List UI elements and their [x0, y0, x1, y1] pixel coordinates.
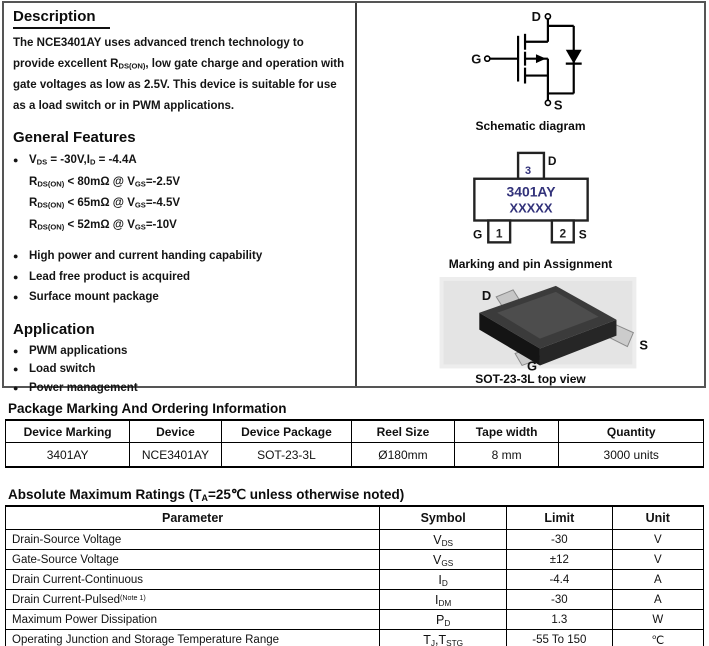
features-bullet-list: [13, 246, 347, 308]
top-info-box: [2, 1, 706, 394]
ordering-section-title: Package Marking And Ordering Information: [8, 401, 287, 416]
text-column: [4, 3, 357, 394]
mosfet-schematic-icon: [426, 6, 636, 117]
body-diode-icon: [565, 50, 581, 64]
bullet-icon: ●: [13, 251, 19, 261]
bullet-icon: ●: [13, 382, 19, 393]
limit-cell: 1.3: [507, 610, 612, 630]
col-header: Tape width: [454, 420, 559, 443]
symbol-cell: $I_D$: [380, 570, 507, 590]
device-marking-cell: 3401AY: [6, 443, 130, 468]
unit-cell: V: [612, 530, 703, 550]
limit-cell: -55 To 150: [507, 630, 612, 646]
unit-cell: W: [612, 610, 703, 630]
col-header: Reel Size: [352, 420, 455, 443]
bullet-icon: ●: [13, 345, 19, 356]
ratings-row: [6, 530, 704, 550]
quantity-cell: 3000 units: [559, 443, 704, 468]
gate-label: G: [472, 227, 482, 242]
ordering-table: [5, 419, 704, 468]
col-header: Device Marking: [6, 420, 130, 443]
col-header: Device Package: [221, 420, 352, 443]
marking-caption: Marking and pin Assignment: [448, 256, 613, 271]
symbol-cell: $T_J,T_{STG}$: [380, 630, 507, 646]
figure-column: [357, 3, 704, 386]
package-caption: SOT-23-3L top view: [475, 372, 586, 386]
description-title: Description: [13, 8, 347, 29]
feature-bullet-item: ● Lead free product is acquired: [13, 267, 347, 288]
ratings-row: [6, 590, 704, 610]
description-body: The NCE3401AY uses advanced trench technology to provide excellent $R_{DS(ON)}$, low gate charge and operation with gate voltages as low as 2.5V. This device is suitable for use as a load switch or in PWM applications.: [13, 37, 345, 112]
unit-cell: A: [612, 570, 703, 590]
unit-cell: A: [612, 590, 703, 610]
ratings-row: [6, 610, 704, 630]
drain-label: D: [531, 8, 541, 24]
col-header: Unit: [612, 506, 703, 530]
drain-label: D: [547, 154, 557, 169]
symbol-cell: $P_D$: [380, 610, 507, 630]
pmos-arrow-icon: [535, 54, 545, 63]
gate-label: G: [526, 358, 537, 371]
pin3-number: 3: [524, 165, 531, 178]
col-header: Device: [130, 420, 221, 443]
gate-label: G: [470, 51, 481, 67]
parameter-cell: Drain Current-Pulsed$^{(Note 1)}$: [6, 590, 380, 610]
source-label: S: [578, 227, 587, 242]
ratings-row: [6, 630, 704, 646]
lot-code-text: XXXXX: [508, 200, 553, 216]
parameter-cell: Drain-Source Voltage: [6, 530, 380, 550]
symbol-cell: $I_{DM}$: [380, 590, 507, 610]
col-header: Quantity: [559, 420, 704, 443]
col-header: Limit: [507, 506, 612, 530]
device-package-cell: SOT-23-3L: [221, 443, 352, 468]
symbol-cell: $V_{DS}$: [380, 530, 507, 550]
feature-spec-line: $R_{DS(ON)} < 52m\Omega$ @ $V_{GS}=-10V$: [29, 218, 177, 232]
ratings-header-row: [6, 506, 704, 530]
source-label: S: [638, 337, 648, 353]
tape-width-cell: 8 mm: [454, 443, 559, 468]
feature-spec-line: $R_{DS(ON)} < 80m\Omega$ @ $V_{GS}=-2.5V$: [29, 175, 181, 189]
drain-label: D: [481, 287, 491, 303]
features-title: General Features: [13, 129, 136, 146]
bullet-icon: ●: [13, 271, 19, 282]
col-header: Parameter: [6, 506, 380, 530]
limit-cell: -30: [507, 530, 612, 550]
ratings-section-title: Absolute Maximum Ratings ($T_A=25℃$ unless otherwise noted): [8, 487, 405, 503]
parameter-cell: Drain Current-Continuous: [6, 570, 380, 590]
feature-spec-line: ● $V_{DS} = -30V,I_D = -4.4A$: [13, 150, 347, 172]
device-marking-text: 3401AY: [506, 183, 555, 200]
application-bullet-item: ● PWM applications: [13, 342, 347, 361]
limit-cell: -30: [507, 590, 612, 610]
parameter-cell: Gate-Source Voltage: [6, 550, 380, 570]
unit-cell: ℃: [612, 630, 703, 646]
col-header: Symbol: [380, 506, 507, 530]
application-title: Application: [13, 320, 95, 338]
schematic-caption: Schematic diagram: [475, 119, 586, 134]
feature-spec-line: $R_{DS(ON)} < 65m\Omega$ @ $V_{GS}=-4.5V$: [29, 197, 181, 210]
sot23-package-photo-icon: [401, 275, 661, 371]
ratings-row: [6, 570, 704, 590]
ratings-row: [6, 550, 704, 570]
bullet-icon: ●: [13, 364, 19, 374]
application-bullet-item: ● Load switch: [13, 360, 347, 379]
limit-cell: ±12: [507, 550, 612, 570]
application-bullet-list: [13, 342, 347, 398]
pin1-number: 1: [495, 226, 503, 241]
ordering-data-row: [6, 443, 704, 468]
parameter-cell: Operating Junction and Storage Temperature Range: [6, 630, 380, 646]
pin2-number: 2: [558, 226, 566, 241]
feature-bullet-item: ● Surface mount package: [13, 287, 347, 308]
source-label: S: [553, 97, 562, 113]
ordering-header-row: [6, 420, 704, 443]
application-bullet-item: ● Power management: [13, 379, 347, 398]
feature-bullet-item: ● High power and current handing capability: [13, 246, 347, 267]
features-spec-list: [13, 150, 347, 236]
parameter-cell: Maximum Power Dissipation: [6, 610, 380, 630]
bullet-icon: ●: [13, 292, 19, 302]
marking-pin-assignment-icon: [416, 139, 646, 254]
bullet-icon: ●: [13, 155, 19, 165]
device-cell: NCE3401AY: [130, 443, 221, 468]
ratings-table: [5, 505, 704, 646]
unit-cell: V: [612, 550, 703, 570]
reel-size-cell: Ø180mm: [352, 443, 455, 468]
symbol-cell: $V_{GS}$: [380, 550, 507, 570]
limit-cell: -4.4: [507, 570, 612, 590]
